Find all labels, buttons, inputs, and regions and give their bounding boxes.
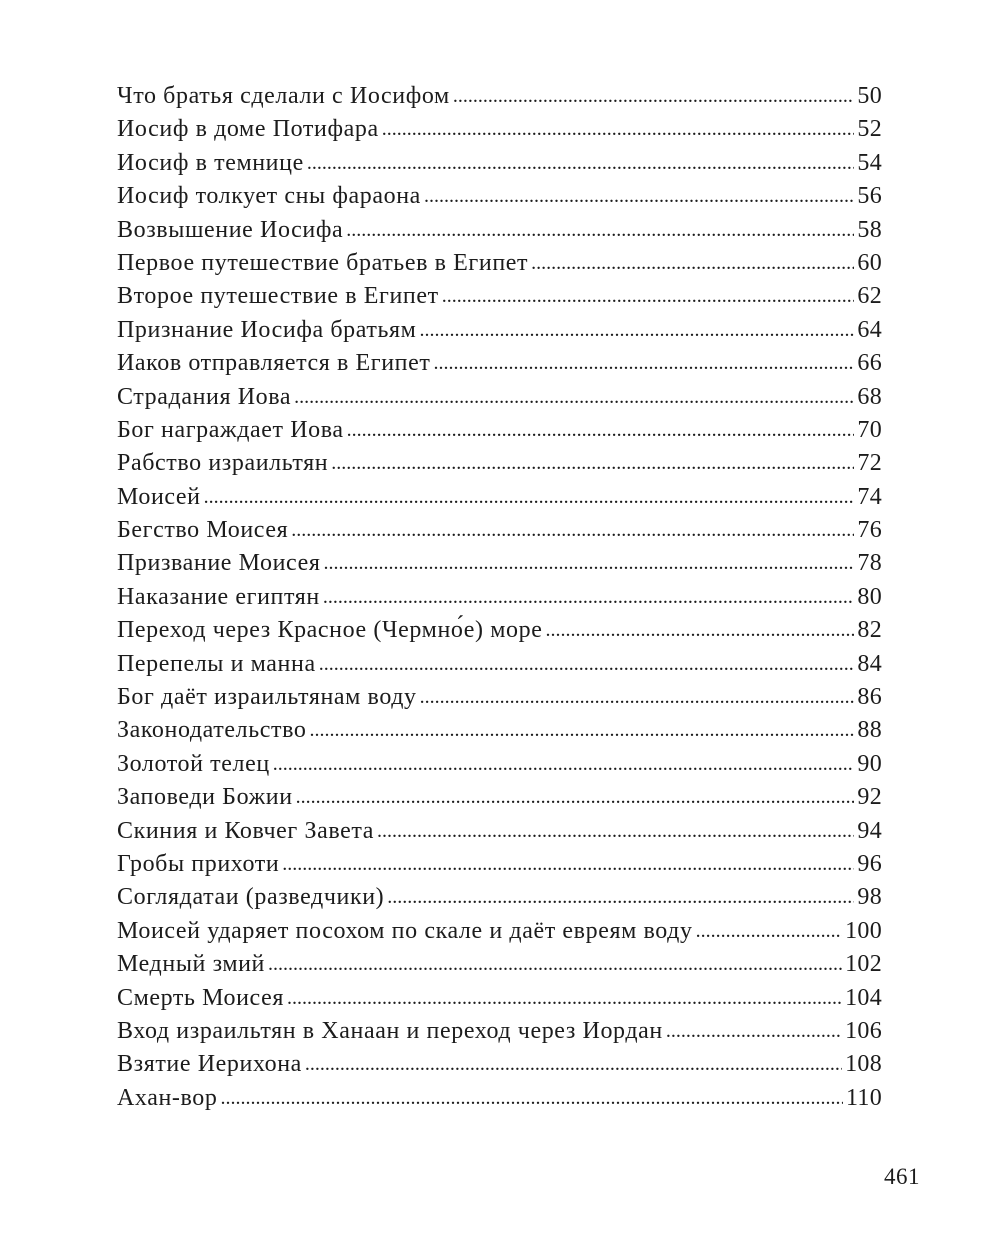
- toc-dot-leader: [204, 481, 855, 514]
- toc-entry[interactable]: [117, 781, 882, 814]
- toc-entry[interactable]: [117, 848, 882, 881]
- toc-entry[interactable]: [117, 347, 882, 380]
- toc-dot-leader: [420, 681, 855, 714]
- toc-entry-title: Первое путешествие братьев в Египет: [117, 249, 529, 276]
- toc-entry[interactable]: [117, 381, 882, 414]
- toc-entry-page: 56: [857, 183, 882, 210]
- toc-dot-leader: [220, 1082, 843, 1115]
- toc-entry-page: 76: [857, 517, 882, 544]
- toc-entry[interactable]: [117, 748, 882, 781]
- toc-dot-leader: [531, 247, 854, 280]
- toc-entry-page: 66: [857, 350, 882, 377]
- toc-dot-leader: [666, 1015, 842, 1048]
- toc-entry[interactable]: [117, 314, 882, 347]
- toc-entry-page: 92: [857, 784, 882, 811]
- toc-entry[interactable]: [117, 113, 882, 146]
- toc-entry-title: Моисей: [117, 483, 201, 510]
- toc-entry[interactable]: [117, 815, 882, 848]
- toc-dot-leader: [453, 80, 855, 113]
- toc-dot-leader: [382, 113, 855, 146]
- toc-entry[interactable]: [117, 547, 882, 580]
- toc-entry-page: 102: [845, 951, 882, 978]
- toc-entry[interactable]: [117, 1015, 882, 1048]
- toc-entry[interactable]: [117, 614, 882, 647]
- toc-entry[interactable]: [117, 214, 882, 247]
- toc-entry-page: 104: [845, 984, 882, 1011]
- toc-entry-page: 68: [857, 383, 882, 410]
- toc-dot-leader: [324, 547, 855, 580]
- toc-entry-title: Иосиф в доме Потифара: [117, 116, 379, 143]
- toc-entry[interactable]: [117, 414, 882, 447]
- toc-entry[interactable]: [117, 447, 882, 480]
- toc-entry[interactable]: [117, 915, 882, 948]
- toc-entry-title: Ахан-вор: [117, 1084, 218, 1111]
- toc-entry[interactable]: [117, 180, 882, 213]
- toc-entry-page: 62: [857, 283, 882, 310]
- toc-entry-page: 78: [857, 550, 882, 577]
- toc-dot-leader: [282, 848, 854, 881]
- toc-entry[interactable]: [117, 648, 882, 681]
- toc-entry-title: Иосиф в темнице: [117, 149, 304, 176]
- toc-dot-leader: [307, 147, 855, 180]
- toc-entry[interactable]: [117, 982, 882, 1015]
- toc-entry[interactable]: [117, 247, 882, 280]
- toc-entry-title: Иаков отправляется в Египет: [117, 350, 431, 377]
- toc-entry-title: Страдания Иова: [117, 383, 292, 410]
- toc-dot-leader: [387, 881, 854, 914]
- toc-entry-page: 88: [857, 717, 882, 744]
- toc-entry-title: Соглядатаи (разведчики): [117, 884, 385, 911]
- toc-entry-page: 72: [857, 450, 882, 477]
- toc-dot-leader: [424, 180, 854, 213]
- toc-entry[interactable]: [117, 1082, 882, 1115]
- toc-dot-leader: [273, 748, 855, 781]
- toc-entry-title: Бегство Моисея: [117, 517, 289, 544]
- toc-dot-leader: [347, 414, 855, 447]
- toc-entry-title: Переход через Красное (Чермно́е) море: [117, 617, 543, 644]
- toc-dot-leader: [287, 982, 842, 1015]
- toc-entry-title: Бог награждает Иова: [117, 416, 344, 443]
- toc-entry-title: Призвание Моисея: [117, 550, 321, 577]
- toc-entry-page: 52: [857, 116, 882, 143]
- toc-dot-leader: [296, 781, 855, 814]
- toc-dot-leader: [305, 1048, 842, 1081]
- toc-entry-page: 94: [857, 817, 882, 844]
- toc-dot-leader: [545, 614, 854, 647]
- toc-entry-page: 70: [857, 416, 882, 443]
- toc-dot-leader: [294, 381, 854, 414]
- toc-entry-title: Бог даёт израильтянам воду: [117, 684, 417, 711]
- toc-dot-leader: [433, 347, 854, 380]
- toc-dot-leader: [377, 815, 854, 848]
- toc-entry-title: Рабство израильтян: [117, 450, 329, 477]
- toc-entry[interactable]: [117, 714, 882, 747]
- toc-entry-title: Законодательство: [117, 717, 307, 744]
- toc-entry[interactable]: [117, 581, 882, 614]
- toc-entry-page: 82: [857, 617, 882, 644]
- toc-entry-page: 86: [857, 684, 882, 711]
- toc-entry-page: 54: [857, 149, 882, 176]
- toc-entry-title: Вход израильтян в Ханаан и переход через Иордан: [117, 1017, 663, 1044]
- toc-entry-title: Смерть Моисея: [117, 984, 284, 1011]
- toc-entry[interactable]: [117, 481, 882, 514]
- toc-entry-title: Второе путешествие в Египет: [117, 283, 439, 310]
- toc-entry-page: 80: [857, 583, 882, 610]
- toc-entry-title: Перепелы и манна: [117, 650, 316, 677]
- toc-entry-page: 100: [845, 917, 882, 944]
- toc-entry-page: 110: [845, 1084, 882, 1111]
- toc-entry[interactable]: [117, 681, 882, 714]
- toc-entry-page: 60: [857, 249, 882, 276]
- table-of-contents: [117, 80, 882, 1115]
- toc-entry[interactable]: [117, 1048, 882, 1081]
- toc-entry-page: 96: [857, 850, 882, 877]
- toc-entry-title: Медный змий: [117, 951, 265, 978]
- toc-entry-title: Заповеди Божии: [117, 784, 293, 811]
- toc-entry[interactable]: [117, 280, 882, 313]
- toc-entry-page: 90: [857, 750, 882, 777]
- toc-entry-page: 98: [857, 884, 882, 911]
- toc-entry-title: Взятие Иерихона: [117, 1051, 302, 1078]
- toc-entry-title: Скиния и Ковчег Завета: [117, 817, 375, 844]
- toc-entry-page: 64: [857, 316, 882, 343]
- toc-dot-leader: [696, 915, 843, 948]
- toc-entry-page: 50: [857, 83, 882, 109]
- toc-entry-title: Золотой телец: [117, 750, 270, 777]
- toc-dot-leader: [309, 714, 854, 747]
- toc-dot-leader: [319, 648, 855, 681]
- toc-entry-page: 106: [845, 1017, 882, 1044]
- toc-entry[interactable]: [117, 881, 882, 914]
- toc-dot-leader: [323, 581, 855, 614]
- toc-dot-leader: [442, 280, 855, 313]
- toc-dot-leader: [268, 948, 842, 981]
- toc-dot-leader: [291, 514, 854, 547]
- toc-entry[interactable]: [117, 948, 882, 981]
- page-number: 461: [884, 1164, 920, 1189]
- toc-entry-title: Иосиф толкует сны фараона: [117, 183, 421, 210]
- toc-entry-page: 108: [845, 1051, 882, 1078]
- toc-dot-leader: [331, 447, 854, 480]
- toc-entry[interactable]: [117, 514, 882, 547]
- toc-dot-leader: [346, 214, 854, 247]
- toc-dot-leader: [419, 314, 854, 347]
- toc-entry-title: Возвышение Иосифа: [117, 216, 344, 243]
- toc-entry-page: 74: [857, 483, 882, 510]
- toc-entry-title: Гробы прихоти: [117, 850, 280, 877]
- toc-entry-page: 58: [857, 216, 882, 243]
- toc-entry[interactable]: [117, 147, 882, 180]
- toc-entry-title: Наказание египтян: [117, 583, 320, 610]
- toc-entry-title: Что братья сделали с Иосифом: [117, 83, 450, 109]
- toc-entry[interactable]: [117, 80, 882, 113]
- toc-entry-page: 84: [857, 650, 882, 677]
- toc-entry-title: Признание Иосифа братьям: [117, 316, 417, 343]
- toc-entry-title: Моисей ударяет посохом по скале и даёт евреям воду: [117, 917, 693, 944]
